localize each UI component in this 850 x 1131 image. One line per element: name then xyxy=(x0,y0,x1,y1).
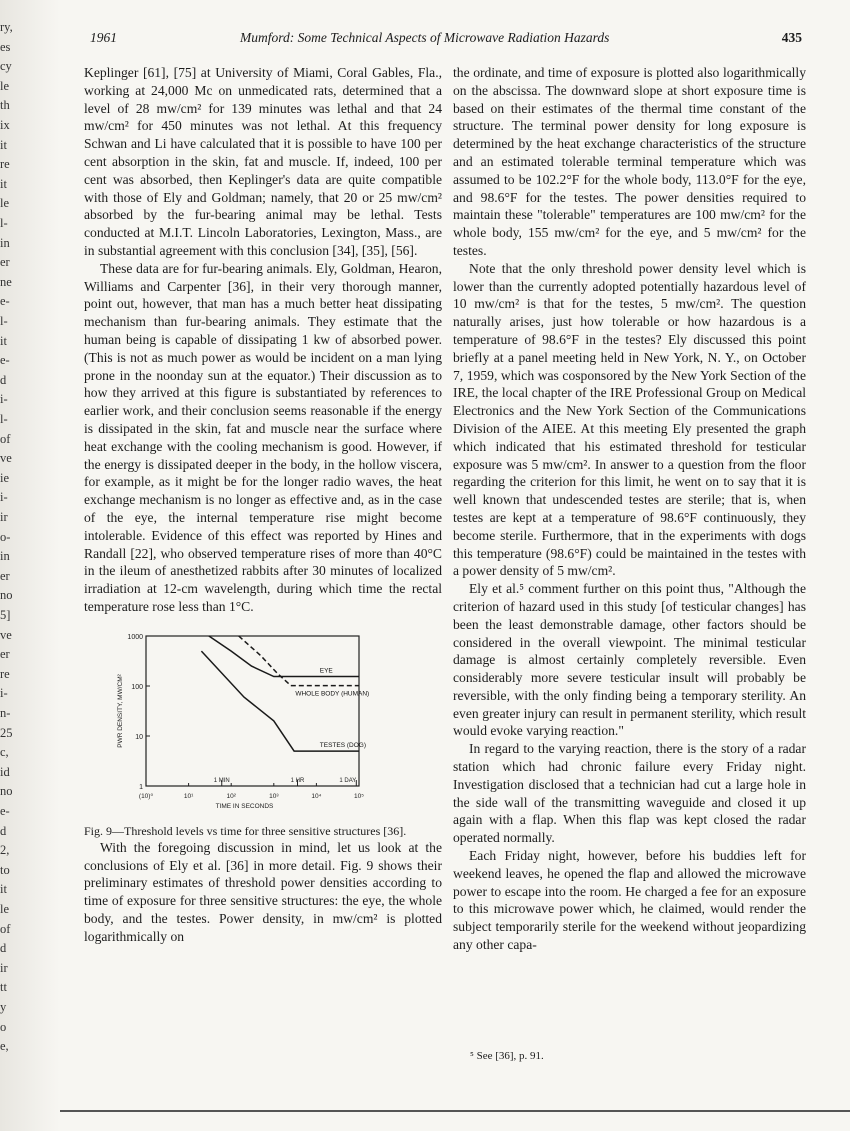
margin-fragment: 2, xyxy=(0,843,10,858)
margin-fragment: to xyxy=(0,862,10,877)
margin-fragment: er xyxy=(0,647,10,662)
margin-fragment: 5] xyxy=(0,608,11,622)
plot-frame xyxy=(146,636,359,786)
series-line-2 xyxy=(201,651,359,751)
margin-fragment: tt xyxy=(0,980,7,995)
header-year: 1961 xyxy=(90,30,117,45)
margin-fragment: e- xyxy=(0,353,10,368)
x-tick-label: 10² xyxy=(226,792,236,800)
margin-fragment: in xyxy=(0,235,10,250)
margin-fragment: ve xyxy=(0,451,12,466)
margin-fragment: ix xyxy=(0,118,10,132)
margin-fragment: it xyxy=(0,882,7,897)
left-column xyxy=(84,64,442,945)
x-tick-label: 10⁵ xyxy=(354,792,364,800)
margin-fragment: er xyxy=(0,568,10,583)
margin-fragment: i- xyxy=(0,392,8,407)
margin-fragment: le xyxy=(0,196,10,211)
margin-fragment: ve xyxy=(0,627,12,642)
margin-fragment: of xyxy=(0,431,11,446)
margin-fragment: o- xyxy=(0,529,11,544)
paragraph: In regard to the varying reaction, there is the story of a radar station which had chronic failure every Friday night. Investigation disclosed that a technician had cut a large hole in the side wall of the transmitting waveguide and closed it up again with a flap. When this flap was kept closed the radar operated normally. xyxy=(453,741,806,846)
paragraph: Ely et al.⁵ comment further on this point thus, "Although the criterion of hazard used in this study [of testicular changes] has been the least demonstrable damage, other factors should be considered in the overall viewpoint. The minimal testicular damage is almost certainly completely reversible. Even considerably more severe testicular insult will probably be reversible, with the only finding being a temporary sterility. An even greater injury can result in permanent sterility, which result would evoke varying reaction." xyxy=(453,581,806,739)
margin-fragment: ir xyxy=(0,960,8,975)
margin-fragment: ry, xyxy=(0,20,13,34)
right-column xyxy=(453,64,806,954)
y-tick-label: 1 xyxy=(139,783,143,791)
margin-fragment: e- xyxy=(0,294,10,309)
margin-fragment: it xyxy=(0,333,7,348)
margin-fragment: d xyxy=(0,823,7,838)
figure-caption: Fig. 9—Threshold levels vs time for three sensitive structures [36]. xyxy=(84,823,407,838)
x-tick-label: (10)⁰ xyxy=(138,792,154,800)
margin-fragment: d xyxy=(0,941,7,956)
margin-fragment: o xyxy=(0,1019,7,1034)
margin-fragment: i- xyxy=(0,686,8,701)
margin-fragment: l- xyxy=(0,314,8,328)
paragraph: the ordinate, and time of exposure is plotted also logarithmically on the abscissa. The downward slope at short exposure time is based on their estimates of the thermal time constant of the structure. The terminal power density for long exposure is determined by the heat exchange characteristics of the structure and an estimated tolerable terminal temperature which was assumed to be 102.2°F for the whole body, 113.0°F for the eye, and 98.6°F for the testes. The power densities required to maintain these "tolerable" temperatures are 100 mw/cm² for the whole body, 155 mw/cm² for the eye, and 5 mw/cm² for the testes. xyxy=(453,65,806,258)
margin-fragment: es xyxy=(0,39,11,54)
time-marker-label: 1 DAY xyxy=(339,777,357,784)
margin-fragment: th xyxy=(0,98,10,113)
time-marker-label: 1 MIN xyxy=(213,777,230,784)
margin-fragment: 25 xyxy=(0,725,13,740)
time-marker-label: 1 HR xyxy=(290,777,305,784)
x-axis-label: TIME IN SECONDS xyxy=(215,802,274,810)
margin-fragment: y xyxy=(0,1000,7,1014)
y-tick-label: 1000 xyxy=(127,633,143,641)
paragraph: Each Friday night, however, before his buddies left for weekend leaves, he opened the flap and allowed the microwave power to escape into the room. He charged a fee for an exposure to this microwave power which, he claimed, would render the subject temporarily sterile for the weekend without jeopardizing any other capa- xyxy=(453,848,806,953)
margin-fragment: le xyxy=(0,78,10,93)
margin-fragment: er xyxy=(0,255,10,270)
x-tick-label: 10¹ xyxy=(183,792,194,800)
curve-label-testes: TESTES (DOG) xyxy=(319,741,367,749)
margin-fragment: d xyxy=(0,372,7,387)
margin-fragment: no xyxy=(0,784,13,799)
margin-fragment: ie xyxy=(0,470,10,485)
margin-fragment: l- xyxy=(0,216,8,230)
page-number: 435 xyxy=(781,30,802,45)
x-tick-label: 10⁴ xyxy=(311,792,322,800)
margin-fragment: c, xyxy=(0,745,9,760)
paragraph: These data are for fur-bearing animals. Ely, Goldman, Hearon, Williams and Carpenter [36], in their very thorough manner, point out, however, that man has a much better heat dissipating mechanism than fur-bearing animals. They estimate that the human being is capable of dissipating 1 kw of absorbed power. (This is not as much power as would be incident on a man lying prone in the noonday sun at the equator.) Their discussion as to how they arrived at this figure is substantiated by references to earlier work, and their conclusion seems reasonable if the energy is dissipated in the skin, fat and muscle near the surface where heat exchange with the cooling mechanism is good. However, if the energy is dissipated deeper in the body, in the hollow viscera, for example, as it might be for the longer radio waves, the heat exchange mechanism is no longer as effective and, as in the case of the eye, the internal temperature rise might become intolerable. Evidence of this effect was reported by Hines and Randall [22], who observed temperature rises of more than 40°C in the ileum of anesthetized rabbits after 30 minutes of localized irradiation at 12-cm wavelength, during which time the rectal temperature rose less than 1°C. xyxy=(84,260,442,614)
margin-fragment: it xyxy=(0,137,7,152)
series-line-0 xyxy=(209,636,359,677)
y-tick-label: 100 xyxy=(131,683,143,691)
header-title: Mumford: Some Technical Aspects of Microwave Radiation Hazards xyxy=(240,30,610,45)
y-axis-label: PWR DENSITY, MW/CM² xyxy=(117,673,124,748)
running-header xyxy=(90,30,802,50)
margin-fragment: e, xyxy=(0,1039,9,1054)
paragraph: Note that the only threshold power density level which is lower than the currently adopted potentially hazardous level of 10 mw/cm² is that for the testes, 5 mw/cm². The question naturally arises, just how tolerable or how hazardous is a temperature of 98.6°F in the testes? Ely discussed this point briefly at a panel meeting held in New York, N. Y., on October 7, 1959, which was cosponsored by the New York Section of the IRE, the local chapter of the IRE Professional Group on Medical Electronics and the New York Section of the Communications Division of the AIEE. At this meeting Ely presented the graph which indicated that his estimated threshold for testicular exposure was 5 mw/cm². In answer to a question from the floor regarding the criterion for this limit, he went on to say that it is well known that undescended testes are sterile; that is, when testes are kept at a temperature of 98.6°F continuously, they become sterile. Furthermore, that in the experiments with dogs this temperature (98.6°F) could be maintained in the testes with a power density of 5 mw/cm². xyxy=(453,260,806,579)
margin-fragment: cy xyxy=(0,59,12,74)
margin-fragment: n- xyxy=(0,706,11,720)
margin-fragment: id xyxy=(0,764,10,779)
margin-fragment: in xyxy=(0,549,10,564)
margin-fragment: it xyxy=(0,176,7,191)
margin-fragment: re xyxy=(0,157,10,172)
margin-fragment: e- xyxy=(0,804,10,818)
curve-label-eye: EYE xyxy=(319,667,333,675)
margin-fragment: l- xyxy=(0,412,8,426)
margin-fragment: le xyxy=(0,902,10,916)
curve-label-whole-body: WHOLE BODY (HUMAN) xyxy=(295,690,370,698)
paragraph: With the foregoing discussion in mind, let us look at the conclusions of Ely et al. [36] in more detail. Fig. 9 shows their preliminary estimates of threshold power densities according to time of exposure for three sensitive structures: the eye, the whole body, and the testes. Power density, in mw/cm² is plotted logarithmically on xyxy=(84,839,442,944)
margin-fragment: re xyxy=(0,666,10,681)
x-tick-label: 10³ xyxy=(269,792,279,800)
threshold-chart xyxy=(84,628,384,824)
figure-9 xyxy=(84,628,442,824)
margin-fragment: of xyxy=(0,921,11,936)
margin-fragment: ir xyxy=(0,510,8,524)
y-tick-label: 10 xyxy=(135,733,143,741)
margin-fragment: no xyxy=(0,588,13,603)
footnote: ⁵ See [36], p. 91. xyxy=(470,1050,544,1062)
margin-fragment: ne xyxy=(0,274,12,289)
series-line-1 xyxy=(239,636,359,686)
margin-fragment: i- xyxy=(0,490,8,505)
page-bottom-rule xyxy=(60,1110,850,1112)
paragraph: Keplinger [61], [75] at University of Miami, Coral Gables, Fla., working at 24,000 Mc on unmedicated rats, determined that a level of 28 mw/cm² for 139 minutes was lethal and that 24 mw/cm² for 450 minutes was not lethal. At this frequency Schwan and Li have calculated that it is possible to have 100 per cent absorption in the skin, fat and muscle. If, indeed, 100 per cent was absorbed, then Keplinger's data are quite compatible with those of Ely and Goldman; namely, that 20 or 25 mw/cm² absorbed by the fur-bearing animal may be lethal. Tests conducted at M.I.T. Lincoln Laboratories, Lexington, Mass., are in substantial agreement with this conclusion [34], [35], [56]. xyxy=(84,65,442,258)
